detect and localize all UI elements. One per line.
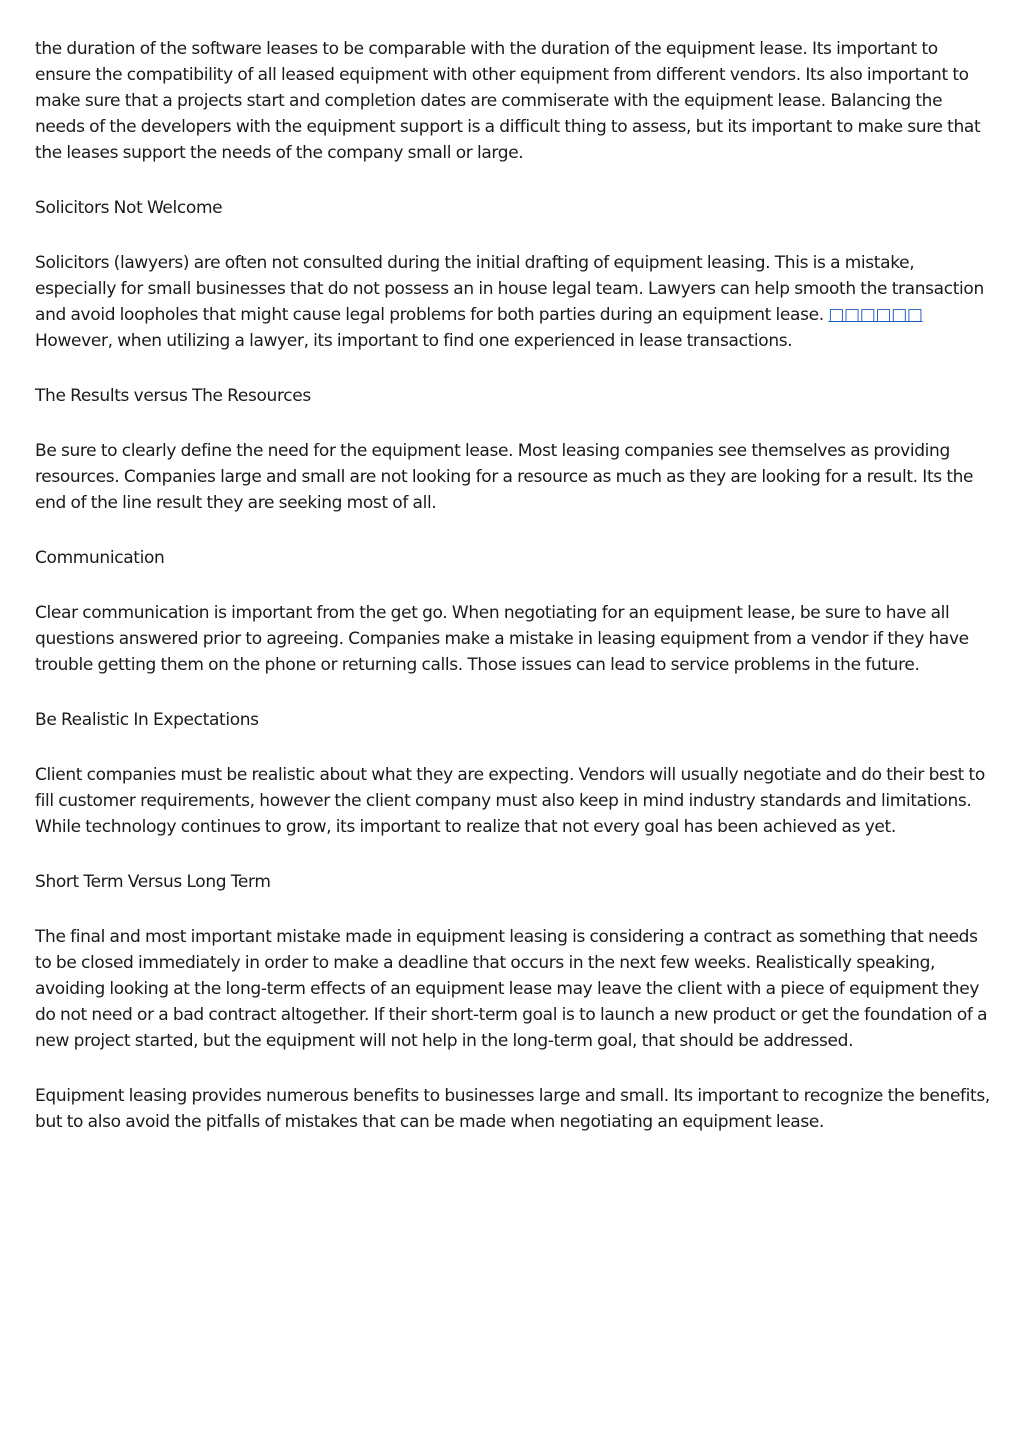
paragraph-solicitors-tail: However, when utilizing a lawyer, its important to find one experienced in lease transactions.: [35, 331, 793, 351]
paragraph-term: The final and most important mistake made in equipment leasing is considering a contract as something that needs to be closed immediately in order to make a deadline that occurs in the next few weeks. Realistically speaking, avoiding looking at the long-term effects of an equipment lease may leave the client with a piece of equipment they do not need or a bad contract altogether. If their short-term goal is to launch a new product or get the foundation of a new project started, but the equipment will not help in the long-term goal, that should be addressed.: [35, 927, 988, 1051]
paragraph-closing: Equipment leasing provides numerous benefits to businesses large and small. Its important to recognize the benefits, but to also avoid the pitfalls of mistakes that can be made when negotiating an equipment lease.: [35, 1086, 990, 1132]
heading-communication: Communication: [35, 548, 165, 568]
heading-realistic: Be Realistic In Expectations: [35, 710, 259, 730]
paragraph-communication: Clear communication is important from the get go. When negotiating for an equipment lease, be sure to have all questions answered prior to agreeing. Companies make a mistake in leasing equipment from a vendor if they have trouble getting them on the phone or returning calls. Those issues can lead to service problems in the future.: [35, 603, 969, 675]
paragraph-intro: the duration of the software leases to be comparable with the duration of the equipment lease. Its important to ensure the compatibility of all leased equipment with other equipment from different vendors. Its also important to make sure that a projects start and completion dates are commiserate with the equipment lease. Balancing the needs of the developers with the equipment support is a difficult thing to assess, but its important to make sure that the leases support the needs of the company small or large.: [35, 39, 981, 163]
paragraph-results: Be sure to clearly define the need for the equipment lease. Most leasing companies see themselves as providing resources. Companies large and small are not looking for a resource as much as they are looking for a result. Its the end of the line result they are seeking most of all.: [35, 441, 974, 513]
heading-term: Short Term Versus Long Term: [35, 872, 271, 892]
inline-link[interactable]: □□□□□□: [828, 305, 923, 325]
paragraph-solicitors: [35, 250, 995, 354]
paragraph-solicitors-text: Solicitors (lawyers) are often not consulted during the initial drafting of equipment leasing. This is a mistake, especially for small businesses that do not possess an in house legal team. Lawyers can help smooth the transaction and avoid loopholes that might cause legal problems for both parties during an equipment lease.: [35, 253, 984, 325]
heading-solicitors: Solicitors Not Welcome: [35, 198, 223, 218]
heading-results: The Results versus The Resources: [35, 386, 311, 406]
paragraph-realistic: Client companies must be realistic about what they are expecting. Vendors will usually negotiate and do their best to fill customer requirements, however the client company must also keep in mind industry standards and limitations. While technology continues to grow, its important to realize that not every goal has been achieved as yet.: [35, 765, 985, 837]
document-body: [35, 36, 995, 1164]
